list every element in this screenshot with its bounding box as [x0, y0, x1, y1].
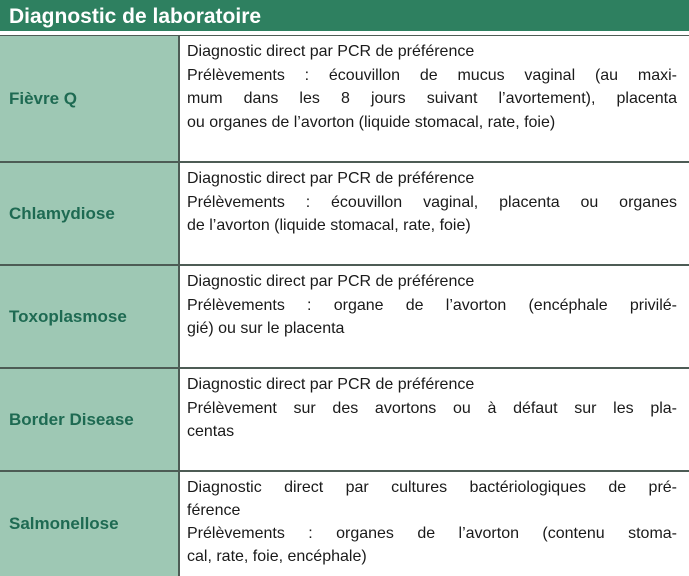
row-description — [180, 369, 689, 470]
table-title: Diagnostic de laboratoire — [0, 0, 689, 33]
table-row-fievre-q — [0, 35, 689, 163]
row-label: Border Disease — [0, 369, 180, 470]
table-row-chlamydiose — [0, 163, 689, 266]
row-label: Salmonellose — [0, 472, 180, 576]
row-description — [180, 36, 689, 161]
description-line: Diagnostic direct par PCR de préférence — [187, 43, 475, 60]
description-line: Prélèvements : écouvillon de mucus vaginal (au maxi- — [187, 66, 677, 84]
description-line: Diagnostic direct par PCR de préférence — [187, 170, 475, 187]
table-row-salmonellose — [0, 472, 689, 576]
description-line: Diagnostic direct par PCR de préférence — [187, 376, 475, 393]
table-row-border-disease — [0, 369, 689, 472]
description-line: cal, rate, foie, encéphale) — [187, 548, 367, 565]
table-row-toxoplasmose — [0, 266, 689, 369]
description-line: Diagnostic direct par PCR de préférence — [187, 273, 475, 290]
description-line: Prélèvement sur des avortons ou à défaut sur les pla- — [187, 399, 677, 417]
row-label: Fièvre Q — [0, 36, 180, 161]
row-description — [180, 266, 689, 367]
description-line: ou organes de l’avorton (liquide stomacal, rate, foie) — [187, 113, 556, 131]
row-description — [180, 472, 689, 576]
description-line: Diagnostic direct par cultures bactériologiques de pré- — [187, 479, 677, 496]
description-line: Prélèvements : écouvillon vaginal, placenta ou organes — [187, 193, 677, 211]
description-line: centas — [187, 423, 235, 440]
description-line: Prélèvements : organe de l’avorton (encéphale privilé- — [187, 296, 677, 314]
row-label: Toxoplasmose — [0, 266, 180, 367]
description-line: mum dans les 8 jours suivant l’avortement), placenta — [187, 90, 677, 107]
row-label: Chlamydiose — [0, 163, 180, 264]
description-line: gié) ou sur le placenta — [187, 320, 345, 337]
description-line: de l’avorton (liquide stomacal, rate, foie) — [187, 217, 471, 234]
description-line: Prélèvements : organes de l’avorton (contenu stoma- — [187, 525, 677, 542]
description-line: férence — [187, 502, 241, 519]
row-description — [180, 163, 689, 264]
diagnostic-table — [0, 35, 689, 576]
